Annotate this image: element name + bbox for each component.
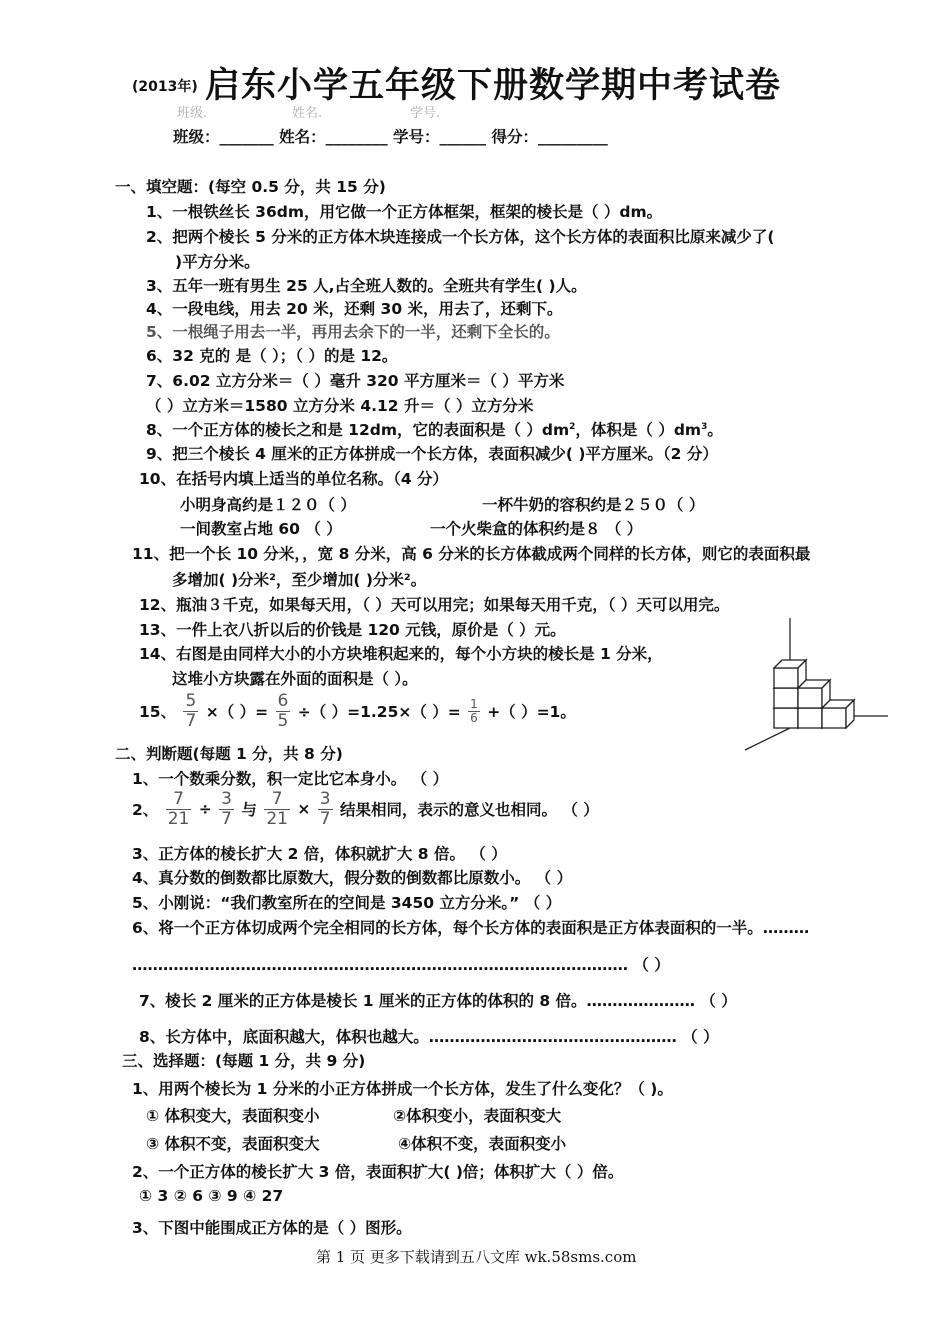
ghost-label-name: 姓名. [292, 106, 323, 121]
title-year-prefix: (2013年) [132, 79, 198, 95]
q7-line2: （ ）立方米＝1580 立方分米 4.12 升＝（ ）立方分米 [146, 397, 534, 415]
section3-heading: 三、选择题：(每题 1 分，共 9 分) [122, 1052, 366, 1070]
q14-line2: 这堆小方块露在外面的面积是（ ）。 [172, 670, 418, 688]
cube-bottom-3 [822, 700, 854, 728]
q7-line1: 7、6.02 立方分米＝（ ）毫升 320 平方厘米＝（ ）平方米 [146, 372, 565, 390]
choice-1-option-3: ③ 体积不变，表面积变大 [146, 1135, 320, 1153]
judge-7: 7、棱长 2 厘米的正方体是棱长 1 厘米的正方体的体积的 8 倍。………………… （ ） [139, 992, 737, 1010]
q8-sup-3: 3 [701, 421, 708, 432]
q15-fraction-3 [468, 698, 480, 725]
ghost-label-id: 学号. [410, 106, 441, 121]
fraction-numerator: 5 [185, 691, 197, 711]
choice-1: 1、用两个棱长为 1 分米的小正方体拼成一个长方体，发生了什么变化？（ )。 [132, 1080, 673, 1098]
judge-2-fraction-3 [264, 790, 290, 828]
judge-2-tail: 结果相同，表示的意义也相同。 （ ） [340, 801, 599, 820]
choice-2-options: ① 3 ② 6 ③ 9 ④ 27 [139, 1187, 284, 1205]
fraction-numerator: 7 [264, 790, 290, 810]
fraction-numerator: 3 [319, 789, 331, 809]
q11-line2: 多增加( )分米²，至少增加( )分米²。 [172, 571, 427, 589]
fraction-denominator: 7 [185, 710, 197, 731]
choice-3: 3、下图中能围成正方体的是（ ）图形。 [132, 1219, 412, 1237]
section2-heading: 二、判断题(每题 1 分，共 8 分) [115, 745, 343, 763]
q8-mid: ，体积是（ ）dm [575, 421, 702, 439]
fraction-denominator: 5 [277, 710, 289, 731]
fraction-denominator: 21 [167, 808, 190, 829]
q9: 9、把三个棱长 4 厘米的正方体拼成一个长方体，表面积减少( )平方厘米。（2 分） [146, 445, 718, 463]
q15-label: 15、 [139, 703, 177, 722]
fraction-numerator: 3 [221, 789, 232, 809]
q15-part3: +（ ）=1。 [487, 703, 576, 722]
cube-stack-icon [740, 610, 900, 760]
q8 [146, 418, 723, 440]
page-footer: 第 1 页 更多下载请到五八文库 wk.58sms.com [316, 1248, 637, 1266]
judge-3: 3、正方体的棱长扩大 2 倍，体积就扩大 8 倍。 （ ） [132, 845, 507, 863]
q10-item-matchbox: 一个火柴盒的体积约是８ （ ） [430, 520, 643, 538]
fraction-denominator: 7 [221, 808, 232, 829]
judge-6-line2: …………………………………………………………………………………… （ ） [132, 956, 670, 974]
cube-middle-2 [798, 680, 830, 708]
judge-2 [132, 790, 599, 828]
choice-1-option-1: ① 体积变大，表面积变小 [146, 1107, 320, 1125]
q2-line2: )平方分米。 [175, 253, 260, 271]
q8-end: 。 [707, 421, 723, 439]
judge-2-fraction-1 [166, 790, 192, 828]
judge-6-line1: 6、将一个正方体切成两个完全相同的长方体，每个长方体的表面积是正方体表面积的一半。……… [132, 919, 810, 937]
q15-part1: ×（ ）= [205, 703, 269, 722]
q15-part2: ÷（ ）=1.25×（ ）= [297, 703, 461, 722]
q12: 12、瓶油３千克，如果每天用，（ ）天可以用完；如果每天用千克，（ ）天可以用完。 [139, 596, 730, 614]
q10: 10、在括号内填上适当的单位名称。（4 分） [139, 470, 449, 488]
q10-item-classroom: 一间教室占地 60 （ ） [180, 520, 342, 538]
q15-fraction-1 [183, 692, 198, 730]
section1-heading: 一、填空题：(每空 0.5 分，共 15 分) [115, 178, 386, 196]
choice-2: 2、一个正方体的棱长扩大 3 倍，表面积扩大( )倍；体积扩大（ ）倍。 [132, 1163, 624, 1181]
fraction-numerator: 7 [166, 790, 192, 810]
q14-line1: 14、右图是由同样大小的小方块堆积起来的，每个小方块的棱长是 1 分米， [139, 645, 663, 663]
fraction-denominator: 21 [266, 808, 288, 829]
ghost-label-class: 班级. [177, 106, 208, 121]
fraction-numerator: 6 [277, 691, 289, 711]
judge-2-op2: × [297, 800, 311, 819]
q13: 13、一件上衣八折以后的价钱是 120 元钱，原价是（ ）元。 [139, 621, 566, 639]
q15 [139, 692, 576, 730]
judge-2-fraction-2 [219, 790, 234, 828]
q3: 3、五年一班有男生 25 人,占全班人数的。全班共有学生( )人。 [146, 277, 587, 295]
judge-4: 4、真分数的倒数都比原数大，假分数的倒数都比原数小。 （ ） [132, 869, 573, 887]
choice-1-option-4: ④体积不变，表面积变小 [398, 1135, 567, 1153]
cube-top [774, 660, 806, 688]
fraction-denominator: 7 [319, 808, 331, 829]
page-title: 启东小学五年级下册数学期中考试卷 [205, 66, 782, 106]
q10-item-height: 小明身高约是１２０（ ） [180, 496, 356, 514]
judge-2-op1: ÷ [198, 800, 212, 819]
q2-line1: 2、把两个棱长 5 分米的正方体木块连接成一个长方体，这个长方体的表面积比原来减少了( [146, 228, 775, 246]
judge-1: 1、一个数乘分数，积一定比它本身小。 （ ） [132, 770, 449, 788]
axis-diagonal [745, 728, 790, 750]
judge-5: 5、小刚说：“我们教室所在的空间是 3450 立方分米。” （ ） [132, 894, 562, 912]
fraction-denominator: 6 [470, 710, 478, 725]
q4: 4、一段电线，用去 20 米，还剩 30 米，用去了，还剩下。 [146, 300, 563, 318]
student-info-line: 班级：_______ 姓名：________ 学号：______ 得分：_________ [173, 128, 608, 146]
q8-main: 8、一个正方体的棱长之和是 12dm，它的表面积是（ ）dm [146, 421, 570, 439]
q6: 6、32 克的 是（ ）；（ ）的是 12。 [146, 347, 398, 365]
q1: 1、一根铁丝长 36dm，用它做一个正方体框架，框架的棱长是（ ）dm。 [146, 203, 663, 221]
q11-line1: 11、把一个长 10 分米，，宽 8 分米，高 6 分米的长方体截成两个同样的长方体，则它的表面积最 [132, 545, 811, 563]
judge-8: 8、长方体中，底面积越大，体积也越大。………………………………………… （ ） [139, 1028, 719, 1046]
fraction-numerator: 1 [470, 696, 478, 711]
q5: 5、一根绳子用去一半，再用去余下的一半，还剩下全长的。 [146, 323, 560, 341]
q15-fraction-2 [276, 692, 291, 730]
q8-sup-2: 2 [569, 421, 576, 432]
judge-2-mid: 与 [241, 801, 257, 820]
choice-1-option-2: ②体积变小，表面积变大 [393, 1107, 562, 1125]
judge-2-fraction-4 [318, 790, 333, 828]
q10-item-milk: 一杯牛奶的容积约是２５０（ ） [482, 496, 705, 514]
judge-2-label: 2、 [132, 801, 159, 820]
